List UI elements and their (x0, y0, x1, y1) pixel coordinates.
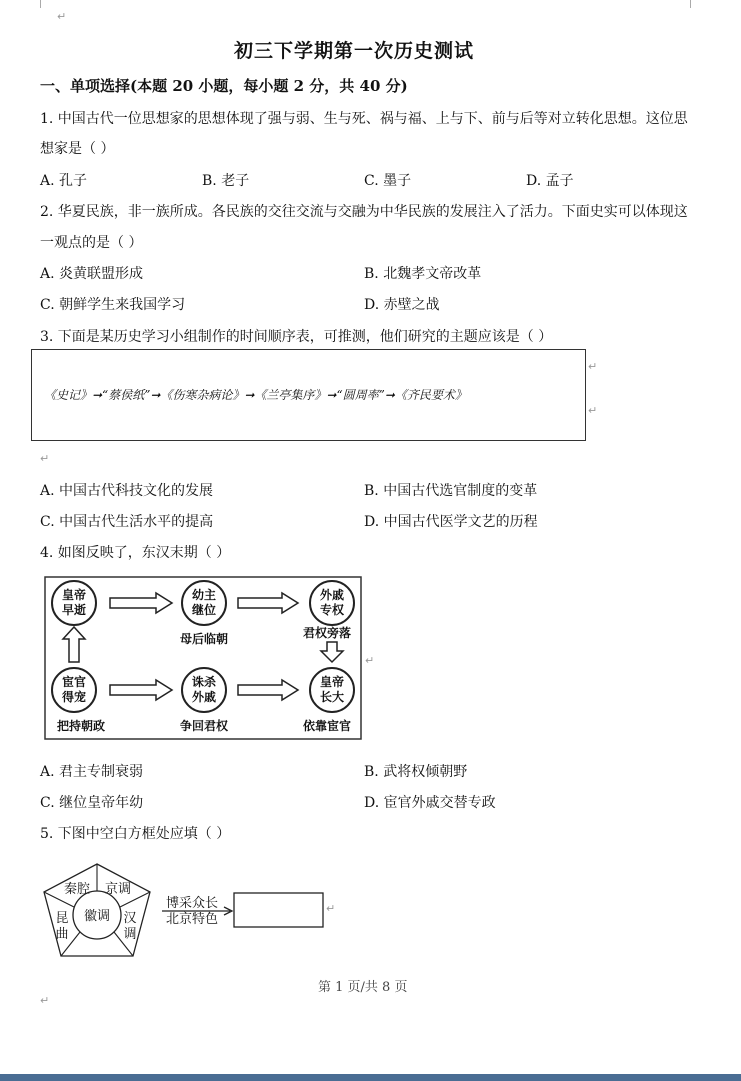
q3-option-a: A. 中国古代科技文化的发展 (40, 483, 214, 499)
opera-origins-diagram (40, 860, 340, 964)
question-1-line-2: 想家是（ ） (40, 141, 115, 157)
q3-option-b: B. 中国古代选官制度的变革 (364, 483, 538, 499)
question-5-line-1: 5. 下图中空白方框处应填（ ） (40, 826, 231, 842)
c1-line1: 皇帝 (61, 588, 87, 602)
q3-option-d: D. 中国古代医学文艺的历程 (364, 514, 538, 530)
q1-option-a: A. 孔子 (40, 173, 88, 189)
page-footer: 第 1 页/共 8 页 (318, 980, 408, 995)
c6-line1: 皇帝 (319, 675, 345, 689)
c1-line2: 早逝 (61, 603, 87, 617)
q4-option-a: A. 君主专制衰弱 (40, 764, 144, 780)
label-diao: 调 (123, 927, 137, 942)
c5-caption: 争回君权 (179, 719, 229, 733)
label-qinqiang: 秦腔 (63, 882, 91, 897)
c5-line2: 外戚 (191, 690, 217, 704)
q1-option-b: B. 老子 (202, 173, 250, 189)
c6-caption: 依靠宦官 (302, 719, 352, 733)
section-heading: 一、单项选择(本题 20 小题，每小题 2 分，共 40 分) (40, 77, 408, 95)
q1-option-c: C. 墨子 (364, 173, 412, 189)
c2-line2: 继位 (191, 603, 217, 617)
question-2-line-2: 一观点的是（ ） (40, 235, 143, 251)
q2-option-c: C. 朝鲜学生来我国学习 (40, 297, 186, 313)
timeline-sequence: 《史记》➞“蔡侯纸”➞《伤寒杂病论》➞《兰亭集序》➞“圆周率”➞《齐民要术》 (44, 388, 467, 402)
label-qu: 曲 (55, 927, 69, 942)
c4-line1: 宦官 (61, 675, 87, 689)
label-huidiao: 徽调 (83, 909, 111, 924)
q2-option-a: A. 炎黄联盟形成 (40, 266, 144, 282)
label-bocai: 博采众长 (165, 896, 219, 911)
c3-caption: 君权旁落 (302, 626, 352, 640)
label-han: 汉 (123, 911, 137, 926)
c3-line1: 外戚 (319, 588, 345, 602)
q4-option-c: C. 继位皇帝年幼 (40, 795, 144, 811)
label-beijing: 北京特色 (165, 912, 219, 927)
c4-line2: 得宠 (61, 690, 87, 704)
paragraph-mark: ↵ (588, 360, 598, 373)
c2-line1: 幼主 (191, 588, 217, 602)
page-title: 初三下学期第一次历史测试 (234, 40, 475, 62)
question-2-line-1: 2. 华夏民族，非一族所成。各民族的交往交流与交融为中华民族的发展注入了活力。下面史实可以体现这 (40, 204, 688, 220)
paragraph-mark: ↵ (365, 654, 375, 667)
label-jingdiao: 京调 (104, 882, 132, 897)
paragraph-mark: ↵ (40, 452, 50, 465)
label-kun: 昆 (55, 911, 69, 926)
q1-option-d: D. 孟子 (526, 173, 574, 189)
paragraph-mark: ↵ (57, 10, 67, 23)
question-4-line-1: 4. 如图反映了，东汉末期（ ） (40, 545, 231, 561)
blank-answer-box (234, 893, 323, 927)
q2-option-b: B. 北魏孝文帝改革 (364, 266, 482, 282)
eastern-han-cycle-diagram (44, 576, 362, 740)
paragraph-mark: ↵ (40, 994, 50, 1007)
q4-option-d: D. 宦官外戚交替专政 (364, 795, 496, 811)
c6-line2: 长大 (319, 690, 345, 704)
c3-line2: 专权 (319, 603, 345, 617)
question-3-line-1: 3. 下面是某历史学习小组制作的时间顺序表，可推测，他们研究的主题应该是（ ） (40, 329, 553, 345)
paragraph-mark: ↵ (326, 902, 336, 915)
c2-caption: 母后临朝 (179, 632, 229, 646)
q4-option-b: B. 武将权倾朝野 (364, 764, 468, 780)
c4-caption: 把持朝政 (56, 719, 106, 733)
paragraph-mark: ↵ (588, 404, 598, 417)
window-bottom-bar (0, 1074, 741, 1081)
c5-line1: 诛杀 (191, 675, 217, 689)
q2-option-d: D. 赤壁之战 (364, 297, 440, 313)
question-1-line-1: 1. 中国古代一位思想家的思想体现了强与弱、生与死、祸与福、上与下、前与后等对立转化思想。这位思 (40, 111, 688, 127)
q3-option-c: C. 中国古代生活水平的提高 (40, 514, 214, 530)
sequence-box (31, 349, 586, 441)
